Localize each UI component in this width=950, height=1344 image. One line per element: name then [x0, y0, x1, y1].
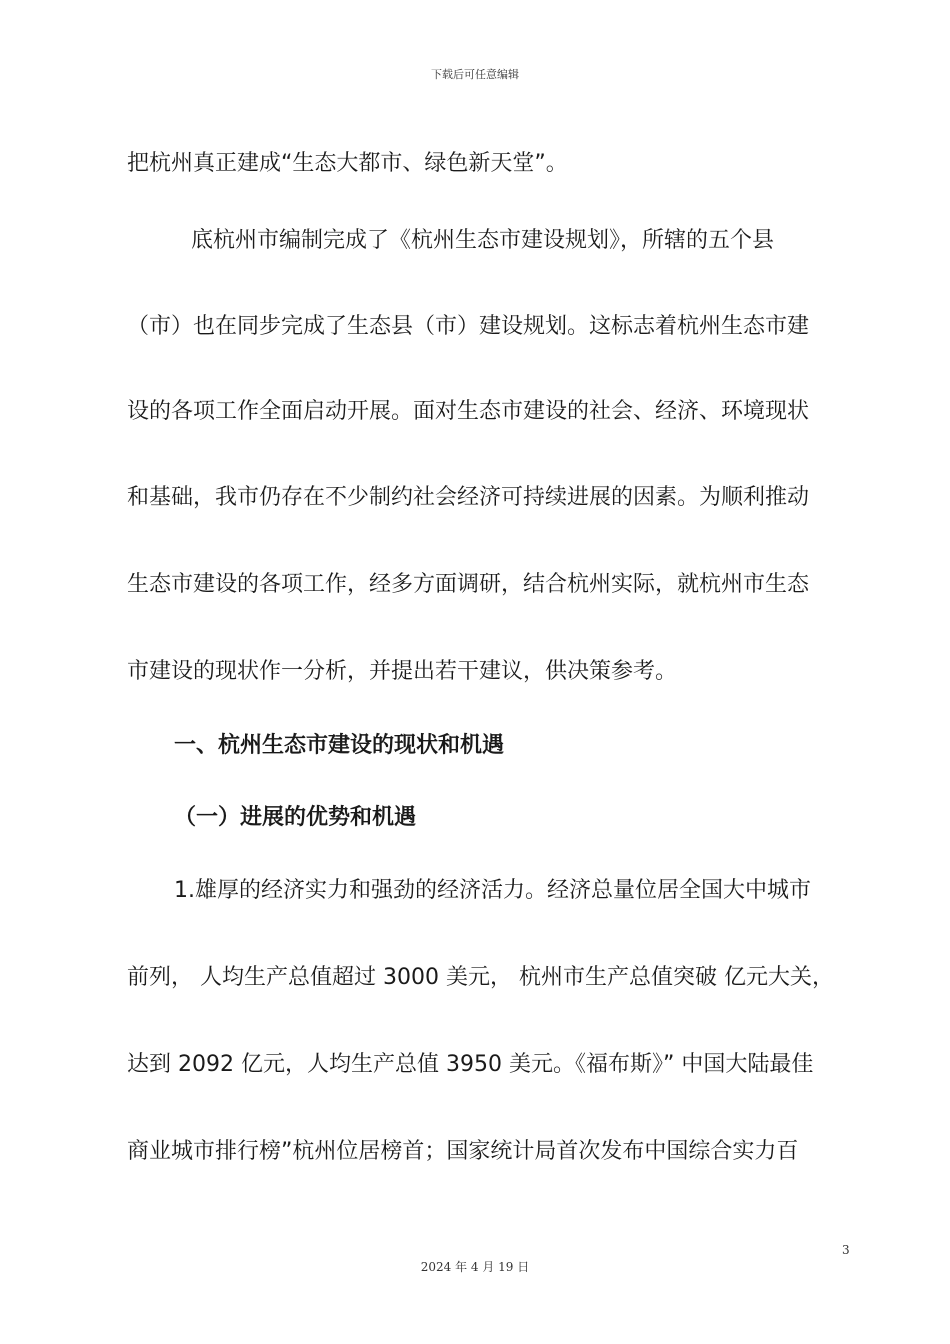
subsection-heading: （一）进展的优势和机遇 [174, 805, 417, 830]
body-line: 1.雄厚的经济实力和强劲的经济活力。经济总量位居全国大中城市 [174, 878, 811, 903]
body-line: （市）也在同步完成了生态县（市）建设规划。这标志着杭州生态市建 [127, 314, 810, 339]
page-number: 3 [842, 1243, 850, 1257]
body-line: 达到 2092 亿元，人均生产总值 3950 美元。《福布斯》” 中国大陆最佳 [127, 1052, 814, 1077]
body-line: 生态市建设的各项工作，经多方面调研，结合杭州实际，就杭州市生态 [127, 572, 810, 597]
body-line: 和基础，我市仍存在不少制约社会经济可持续进展的因素。为顺利推动 [127, 485, 810, 510]
body-line: 前列， 人均生产总值超过 3000 美元， 杭州市生产总值突破 亿元大关， [127, 965, 834, 990]
body-line: 把杭州真正建成“生态大都市、绿色新天堂”。 [127, 151, 568, 176]
header-note: 下载后可任意编辑 [431, 68, 519, 81]
section-heading: 一、杭州生态市建设的现状和机遇 [174, 733, 505, 758]
body-line: 商业城市排行榜”杭州位居榜首；国家统计局首次发布中国综合实力百 [127, 1139, 799, 1164]
body-line: 底杭州市编制完成了《杭州生态市建设规划》，所辖的五个县 [191, 228, 775, 253]
body-line: 市建设的现状作一分析，并提出若干建议，供决策参考。 [127, 659, 678, 684]
footer-date: 2024 年 4 月 19 日 [420, 1260, 530, 1274]
body-line: 设的各项工作全面启动开展。面对生态市建设的社会、经济、环境现状 [127, 399, 810, 424]
